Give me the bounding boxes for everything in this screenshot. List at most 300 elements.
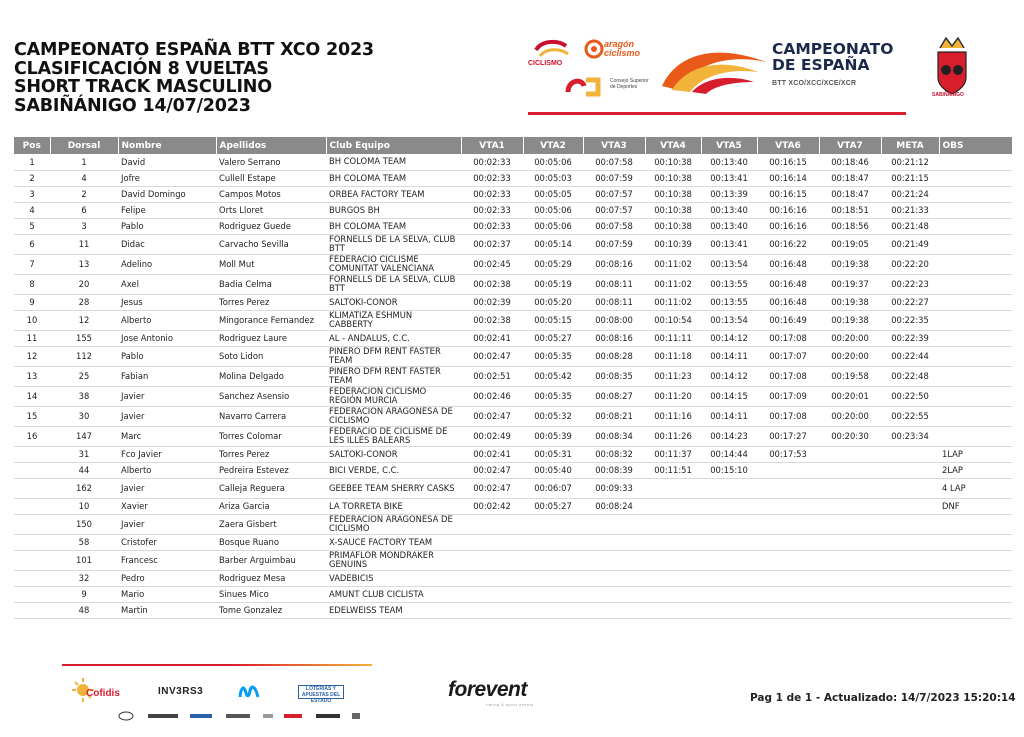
cell-dorsal: 25 (50, 366, 118, 386)
table-row (14, 462, 1012, 478)
cell-vta1 (461, 534, 523, 550)
table-row (14, 202, 1012, 218)
cell-vta7 (819, 478, 881, 498)
cell-dorsal: 38 (50, 386, 118, 406)
cell-vta6: 00:17:53 (757, 446, 819, 462)
cell-nombre: Adelino (118, 254, 216, 274)
cell-vta5: 00:14:11 (701, 406, 757, 426)
cell-pos: 5 (14, 218, 50, 234)
cell-pos: 6 (14, 234, 50, 254)
cell-dorsal: 2 (50, 186, 118, 202)
cell-dorsal: 12 (50, 310, 118, 330)
cell-vta4: 00:10:38 (645, 170, 701, 186)
cell-obs (939, 602, 1012, 618)
col-header-vta2: VTA2 (523, 137, 583, 154)
cell-pos (14, 462, 50, 478)
cell-obs (939, 550, 1012, 570)
campeonato-swoosh-icon (658, 42, 768, 94)
cell-dorsal: 13 (50, 254, 118, 274)
cell-vta4: 00:11:23 (645, 366, 701, 386)
cell-vta1: 00:02:33 (461, 218, 523, 234)
cell-meta: 00:22:20 (881, 254, 939, 274)
cell-obs (939, 386, 1012, 406)
cell-vta6 (757, 550, 819, 570)
cell-pos (14, 478, 50, 498)
cell-vta1: 00:02:41 (461, 446, 523, 462)
cell-vta7: 00:19:38 (819, 254, 881, 274)
title-line-3: SHORT TRACK MASCULINO (14, 77, 272, 97)
cell-vta1 (461, 570, 523, 586)
cell-apellidos: Mingorance Fernandez (216, 310, 326, 330)
cell-vta4: 00:11:16 (645, 406, 701, 426)
cell-vta5: 00:13:39 (701, 186, 757, 202)
cell-nombre: Cristofer (118, 534, 216, 550)
cell-club: BH COLOMA TEAM (326, 154, 461, 170)
cell-vta1: 00:02:45 (461, 254, 523, 274)
cell-vta5: 00:13:55 (701, 294, 757, 310)
cell-vta1: 00:02:33 (461, 202, 523, 218)
cell-club: FEDERACIÓ DE CICLISME DE LES ILLES BALEARS (326, 426, 461, 446)
sabinanigo-emblem-icon (930, 34, 974, 100)
cell-vta4 (645, 550, 701, 570)
cell-vta5: 00:13:54 (701, 310, 757, 330)
table-row (14, 406, 1012, 426)
cell-meta: 00:22:44 (881, 346, 939, 366)
cell-vta6: 00:16:48 (757, 274, 819, 294)
cell-meta: 00:22:39 (881, 330, 939, 346)
cell-dorsal: 20 (50, 274, 118, 294)
cell-apellidos: Rodriguez Mesa (216, 570, 326, 586)
cell-dorsal: 4 (50, 170, 118, 186)
cell-vta6: 00:17:08 (757, 406, 819, 426)
cell-obs (939, 570, 1012, 586)
cell-vta7 (819, 446, 881, 462)
cell-vta3: 00:07:59 (583, 234, 645, 254)
cell-club: FEDERACIÓ CICLISME COMUNITAT VALENCIANA (326, 254, 461, 274)
cell-vta6 (757, 478, 819, 498)
cell-meta (881, 446, 939, 462)
table-row (14, 514, 1012, 534)
cell-meta: 00:23:34 (881, 426, 939, 446)
cell-vta7 (819, 514, 881, 534)
cell-meta (881, 586, 939, 602)
small-sponsors-strip (118, 711, 368, 721)
table-row (14, 586, 1012, 602)
cell-apellidos: Sinues Mico (216, 586, 326, 602)
cell-obs: DNF (939, 498, 1012, 514)
cell-apellidos: Cullell Estape (216, 170, 326, 186)
cell-vta1: 00:02:33 (461, 154, 523, 170)
cell-nombre: Pablo (118, 218, 216, 234)
col-header-dorsal: Dorsal (50, 137, 118, 154)
cell-apellidos: Tome Gonzalez (216, 602, 326, 618)
cell-vta5: 00:13:41 (701, 170, 757, 186)
cell-dorsal: 6 (50, 202, 118, 218)
cell-pos (14, 602, 50, 618)
cell-meta (881, 550, 939, 570)
cell-vta5: 00:14:12 (701, 366, 757, 386)
cell-vta5 (701, 586, 757, 602)
cell-nombre: Francesc (118, 550, 216, 570)
cell-club: EDELWEISS TEAM (326, 602, 461, 618)
table-header-row (14, 137, 1012, 154)
cell-apellidos: Bosque Ruano (216, 534, 326, 550)
cell-club: FEDERACIÓN ARAGONESA DE CICLISMO (326, 406, 461, 426)
cell-nombre: Marc (118, 426, 216, 446)
table-row (14, 154, 1012, 170)
cell-vta4: 00:11:26 (645, 426, 701, 446)
cell-vta7: 00:20:30 (819, 426, 881, 446)
cell-vta4: 00:10:38 (645, 186, 701, 202)
cell-obs (939, 154, 1012, 170)
cell-vta4 (645, 498, 701, 514)
col-header-vta5: VTA5 (701, 137, 757, 154)
cell-club: GEEBEE TEAM SHERRY CASKS (326, 478, 461, 498)
cell-vta7 (819, 550, 881, 570)
cell-meta: 00:22:35 (881, 310, 939, 330)
table-row (14, 346, 1012, 366)
cell-vta2: 00:05:39 (523, 426, 583, 446)
cell-meta (881, 498, 939, 514)
cell-vta2: 00:05:19 (523, 274, 583, 294)
cell-apellidos: Calleja Reguera (216, 478, 326, 498)
cell-vta6 (757, 534, 819, 550)
cell-vta2 (523, 570, 583, 586)
cell-meta: 00:22:55 (881, 406, 939, 426)
cell-vta5: 00:13:55 (701, 274, 757, 294)
table-row (14, 218, 1012, 234)
cell-vta2: 00:05:42 (523, 366, 583, 386)
cell-vta3: 00:07:57 (583, 186, 645, 202)
cell-nombre: Jofre (118, 170, 216, 186)
cell-vta3 (583, 550, 645, 570)
cell-vta1 (461, 550, 523, 570)
cell-apellidos: Sanchez Asensio (216, 386, 326, 406)
cell-obs (939, 426, 1012, 446)
cell-vta6: 00:16:16 (757, 218, 819, 234)
table-row (14, 478, 1012, 498)
cell-meta (881, 478, 939, 498)
cell-vta7: 00:20:01 (819, 386, 881, 406)
cell-vta3 (583, 514, 645, 534)
cell-vta5: 00:13:40 (701, 154, 757, 170)
cell-vta3: 00:08:21 (583, 406, 645, 426)
cell-pos (14, 446, 50, 462)
cell-dorsal: 48 (50, 602, 118, 618)
cell-nombre: Axel (118, 274, 216, 294)
cell-club: BICI VERDE, C.C. (326, 462, 461, 478)
cell-club: FORNELLS DE LA SELVA, CLUB BTT (326, 274, 461, 294)
cell-vta2: 00:05:20 (523, 294, 583, 310)
cell-club: KLIMATIZA ESHMUN CABBERTY (326, 310, 461, 330)
cell-obs (939, 346, 1012, 366)
cell-apellidos: Molina Delgado (216, 366, 326, 386)
cell-vta3: 00:07:58 (583, 218, 645, 234)
cell-meta: 00:22:50 (881, 386, 939, 406)
cell-vta1: 00:02:47 (461, 346, 523, 366)
table-row (14, 294, 1012, 310)
cell-dorsal: 9 (50, 586, 118, 602)
cell-meta: 00:21:49 (881, 234, 939, 254)
cell-vta1: 00:02:42 (461, 498, 523, 514)
aragon-swirl-icon (584, 38, 604, 60)
cell-meta: 00:21:12 (881, 154, 939, 170)
cell-vta5: 00:14:11 (701, 346, 757, 366)
cell-vta4: 00:11:18 (645, 346, 701, 366)
cell-vta2 (523, 514, 583, 534)
cell-vta3 (583, 570, 645, 586)
cell-club: SALTOKI-CONOR (326, 446, 461, 462)
cell-vta2 (523, 586, 583, 602)
cell-vta5: 00:13:40 (701, 218, 757, 234)
cell-vta7: 00:18:47 (819, 170, 881, 186)
forevent-logo: forevent (448, 678, 527, 701)
cell-nombre: Felipe (118, 202, 216, 218)
cell-vta2: 00:05:40 (523, 462, 583, 478)
col-header-club: Club Equipo (326, 137, 461, 154)
cell-vta4: 00:10:54 (645, 310, 701, 330)
cell-vta6 (757, 498, 819, 514)
cell-vta4 (645, 514, 701, 534)
cell-club: PRIMAFLOR MONDRAKER GENUINS (326, 550, 461, 570)
cell-club: PIÑERO DFM RENT FASTER TEAM (326, 346, 461, 366)
cell-pos (14, 586, 50, 602)
cell-nombre: Pablo (118, 346, 216, 366)
cell-vta7 (819, 534, 881, 550)
cell-vta2: 00:05:15 (523, 310, 583, 330)
table-row (14, 550, 1012, 570)
cell-vta6 (757, 462, 819, 478)
cell-vta3: 00:08:28 (583, 346, 645, 366)
campeonato-title (772, 41, 893, 73)
cell-pos: 1 (14, 154, 50, 170)
cell-dorsal: 31 (50, 446, 118, 462)
cell-obs (939, 366, 1012, 386)
cell-vta4: 00:11:51 (645, 462, 701, 478)
cell-pos (14, 514, 50, 534)
cell-vta2: 00:05:29 (523, 254, 583, 274)
cell-vta7: 00:19:38 (819, 294, 881, 310)
cell-vta1: 00:02:49 (461, 426, 523, 446)
cell-vta7: 00:20:00 (819, 406, 881, 426)
header-logos (528, 34, 1018, 124)
cell-vta6: 00:17:09 (757, 386, 819, 406)
cell-dorsal: 11 (50, 234, 118, 254)
cell-vta1: 00:02:37 (461, 234, 523, 254)
cell-apellidos: Badia Celma (216, 274, 326, 294)
campeonato-subtitle: BTT XCO/XCC/XCE/XCR (772, 80, 857, 87)
cell-obs (939, 514, 1012, 534)
cell-vta6: 00:16:48 (757, 254, 819, 274)
cell-vta7: 00:19:58 (819, 366, 881, 386)
cell-obs (939, 234, 1012, 254)
cell-obs (939, 330, 1012, 346)
cell-obs (939, 294, 1012, 310)
cell-vta6: 00:17:27 (757, 426, 819, 446)
cell-meta: 00:22:23 (881, 274, 939, 294)
cell-vta7: 00:18:46 (819, 154, 881, 170)
cell-pos: 8 (14, 274, 50, 294)
cell-nombre: Fabian (118, 366, 216, 386)
cell-vta3 (583, 602, 645, 618)
cell-apellidos: Torres Colomar (216, 426, 326, 446)
cell-vta1: 00:02:47 (461, 406, 523, 426)
cell-vta2 (523, 602, 583, 618)
cell-vta2: 00:05:14 (523, 234, 583, 254)
cell-pos (14, 498, 50, 514)
cell-dorsal: 32 (50, 570, 118, 586)
cell-meta: 00:21:48 (881, 218, 939, 234)
title-line-2: CLASIFICACIÓN 8 VUELTAS (14, 58, 269, 79)
cell-club: FEDERACIÓN CICLISMO REGIÓN MURCIA (326, 386, 461, 406)
cell-nombre: Martin (118, 602, 216, 618)
cell-vta4 (645, 570, 701, 586)
cell-pos: 7 (14, 254, 50, 274)
table-row (14, 498, 1012, 514)
cell-vta4: 00:10:39 (645, 234, 701, 254)
cell-vta3: 00:08:16 (583, 254, 645, 274)
cell-pos: 9 (14, 294, 50, 310)
table-row (14, 186, 1012, 202)
cell-club: PIÑERO DFM RENT FASTER TEAM (326, 366, 461, 386)
forevent-subtitle: timing & sport events (486, 702, 534, 707)
cofidis-text: Cofidis (86, 688, 120, 699)
col-header-obs: OBS (939, 137, 1012, 154)
cell-vta2: 00:05:06 (523, 154, 583, 170)
cell-vta2: 00:05:05 (523, 186, 583, 202)
cell-pos (14, 550, 50, 570)
cell-nombre: Javier (118, 406, 216, 426)
cell-vta7: 00:18:47 (819, 186, 881, 202)
cell-vta3: 00:08:32 (583, 446, 645, 462)
cell-meta: 00:21:15 (881, 170, 939, 186)
cell-vta1: 00:02:38 (461, 274, 523, 294)
col-header-vta3: VTA3 (583, 137, 645, 154)
table-row (14, 234, 1012, 254)
cell-apellidos: Carvacho Sevilla (216, 234, 326, 254)
cell-vta6: 00:16:15 (757, 186, 819, 202)
cell-vta3: 00:07:58 (583, 154, 645, 170)
cell-vta6 (757, 514, 819, 534)
cell-vta6 (757, 602, 819, 618)
cell-vta7 (819, 570, 881, 586)
cell-nombre: Jose Antonio (118, 330, 216, 346)
cell-vta6: 00:16:48 (757, 294, 819, 310)
cell-vta5 (701, 498, 757, 514)
cell-vta5 (701, 534, 757, 550)
cell-apellidos: Pedreira Estevez (216, 462, 326, 478)
cell-apellidos: Moll Mut (216, 254, 326, 274)
cell-vta3: 00:07:57 (583, 202, 645, 218)
cell-vta3: 00:07:59 (583, 170, 645, 186)
cell-nombre: Javier (118, 514, 216, 534)
cell-obs (939, 170, 1012, 186)
col-header-nombre: Nombre (118, 137, 216, 154)
title-line-4: SABIÑÁNIGO 14/07/2023 (14, 95, 251, 116)
cell-apellidos: Zaera Gisbert (216, 514, 326, 534)
cell-vta7 (819, 498, 881, 514)
cell-apellidos: Campos Motos (216, 186, 326, 202)
cell-pos: 4 (14, 202, 50, 218)
aragon-ciclismo-logo (584, 38, 646, 66)
cell-vta1 (461, 514, 523, 534)
cell-vta5: 00:13:54 (701, 254, 757, 274)
cell-club: FORNELLS DE LA SELVA, CLUB BTT (326, 234, 461, 254)
results-body (14, 154, 1012, 618)
cell-vta3: 00:08:34 (583, 426, 645, 446)
cell-vta5: 00:14:44 (701, 446, 757, 462)
cell-vta1 (461, 602, 523, 618)
cell-apellidos: Ariza Garcia (216, 498, 326, 514)
cell-apellidos: Torres Perez (216, 294, 326, 310)
cell-pos: 16 (14, 426, 50, 446)
cell-obs (939, 534, 1012, 550)
cell-meta: 00:22:48 (881, 366, 939, 386)
cell-vta4: 00:10:38 (645, 202, 701, 218)
cell-obs (939, 310, 1012, 330)
cell-club: ORBEA FACTORY TEAM (326, 186, 461, 202)
cell-vta2: 00:06:07 (523, 478, 583, 498)
cell-vta2: 00:05:06 (523, 218, 583, 234)
cell-vta1: 00:02:47 (461, 478, 523, 498)
table-row (14, 310, 1012, 330)
cell-meta (881, 514, 939, 534)
cell-vta1: 00:02:39 (461, 294, 523, 310)
cell-pos: 15 (14, 406, 50, 426)
cell-pos: 10 (14, 310, 50, 330)
cell-vta7: 00:20:00 (819, 346, 881, 366)
cell-vta7 (819, 602, 881, 618)
cell-apellidos: Barber Arguimbau (216, 550, 326, 570)
cell-apellidos: Soto Lidon (216, 346, 326, 366)
table-row (14, 570, 1012, 586)
cell-vta7: 00:18:56 (819, 218, 881, 234)
inverse-logo: INV3RS3 (158, 686, 204, 697)
cell-vta6: 00:17:08 (757, 330, 819, 346)
cell-vta2: 00:05:35 (523, 346, 583, 366)
cell-vta5 (701, 514, 757, 534)
cell-vta1: 00:02:33 (461, 186, 523, 202)
document-title (14, 41, 374, 115)
emblem-text: SABIÑÁNIGO (932, 92, 964, 98)
csd-emblem-icon (564, 74, 608, 98)
cell-vta2 (523, 550, 583, 570)
cell-vta3 (583, 586, 645, 602)
cell-meta (881, 602, 939, 618)
cell-vta4 (645, 602, 701, 618)
cell-pos (14, 534, 50, 550)
cell-dorsal: 58 (50, 534, 118, 550)
cell-vta2 (523, 534, 583, 550)
table-row (14, 446, 1012, 462)
cell-vta7: 00:18:51 (819, 202, 881, 218)
cell-obs (939, 202, 1012, 218)
cell-vta3: 00:09:33 (583, 478, 645, 498)
cell-vta6: 00:16:14 (757, 170, 819, 186)
footer-divider (62, 664, 372, 666)
cell-dorsal: 1 (50, 154, 118, 170)
cell-vta1: 00:02:46 (461, 386, 523, 406)
cell-vta6 (757, 570, 819, 586)
cell-vta2: 00:05:32 (523, 406, 583, 426)
cell-nombre: Alberto (118, 310, 216, 330)
table-row (14, 330, 1012, 346)
cell-vta4 (645, 586, 701, 602)
cell-vta7 (819, 462, 881, 478)
cell-vta6: 00:17:08 (757, 366, 819, 386)
cell-pos: 13 (14, 366, 50, 386)
cell-obs (939, 186, 1012, 202)
